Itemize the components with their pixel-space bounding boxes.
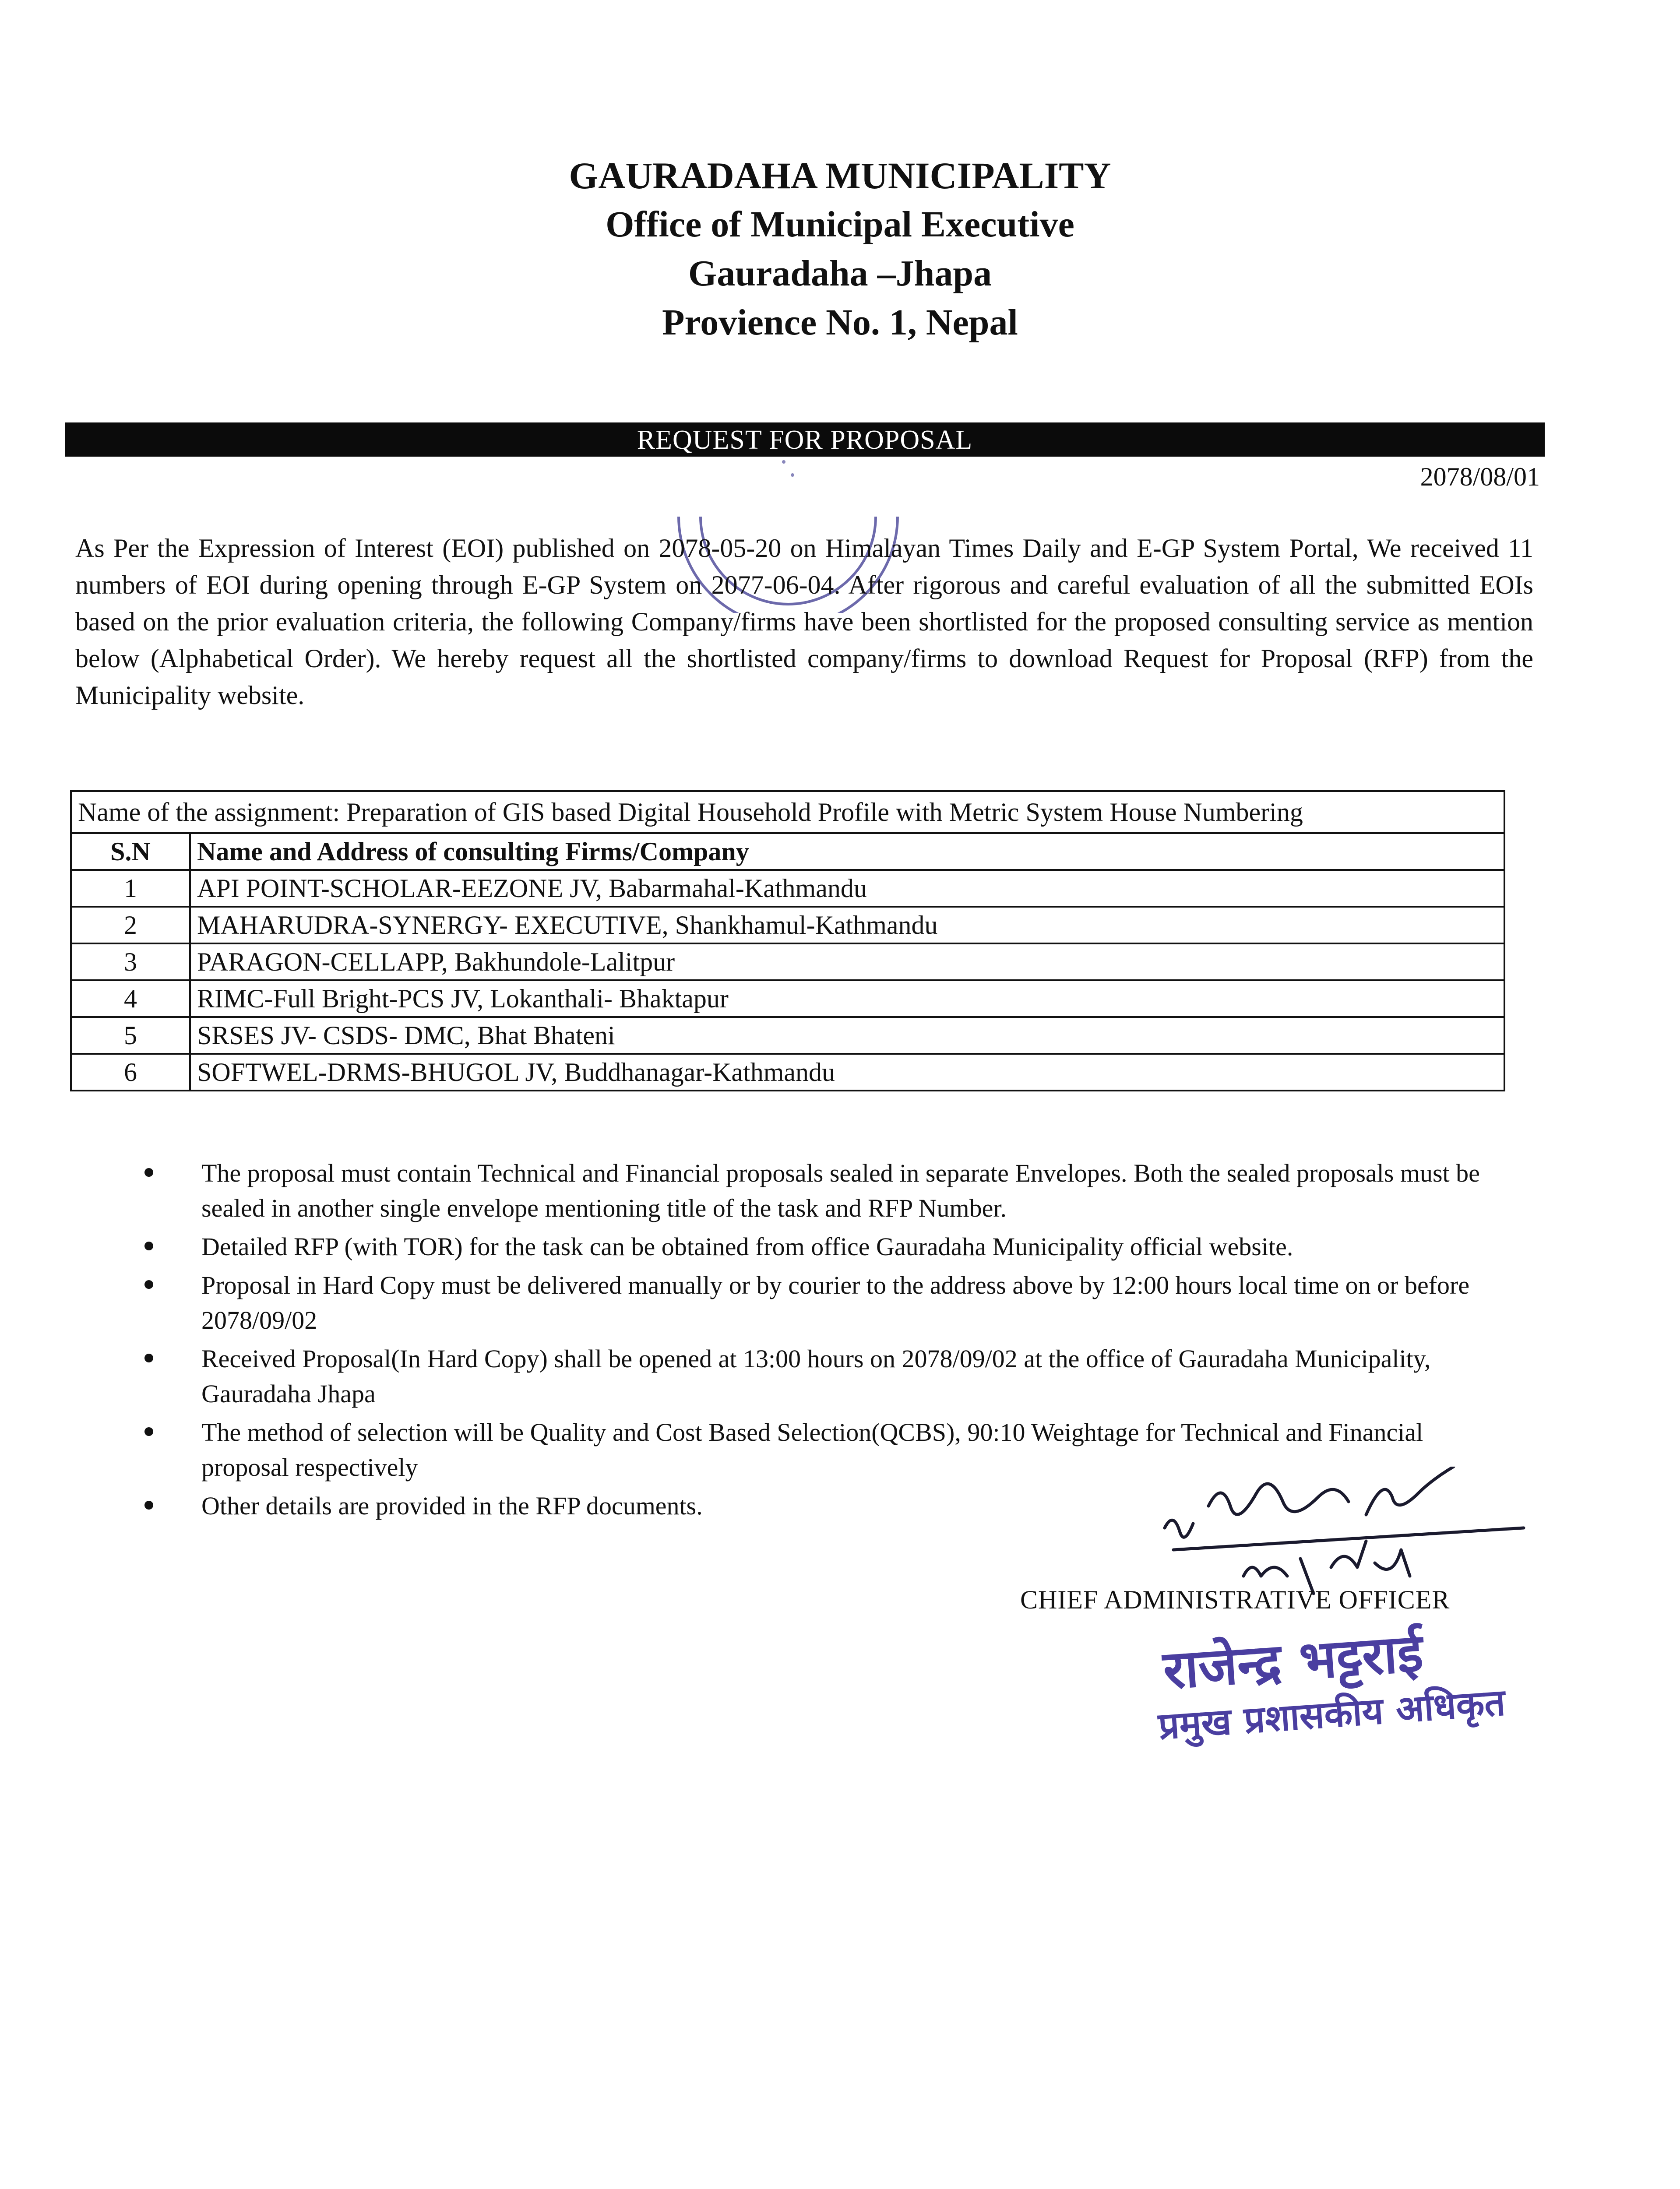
bullet-icon <box>144 1242 153 1250</box>
table-row <box>71 907 1504 943</box>
row-sn: 1 <box>71 870 190 907</box>
office-location: Gauradaha –Jhapa <box>688 253 992 294</box>
list-item <box>144 1341 1515 1411</box>
table-row <box>71 1017 1504 1054</box>
list-item <box>144 1229 1515 1264</box>
bullet-icon <box>144 1168 153 1177</box>
municipality-name: GAURADAHA MUNICIPALITY <box>569 155 1111 197</box>
bullet-icon <box>144 1280 153 1289</box>
row-firm: API POINT-SCHOLAR-EEZONE JV, Babarmahal-Kathmandu <box>190 870 1504 907</box>
row-firm: PARAGON-CELLAPP, Bakhundole-Lalitpur <box>190 943 1504 980</box>
row-sn: 6 <box>71 1054 190 1091</box>
assignment-row <box>71 791 1504 833</box>
bullet-icon <box>144 1501 153 1510</box>
list-item-text: The method of selection will be Quality and Cost Based Selection(QCBS), 90:10 Weightage for Technical and Financial proposal respectively <box>201 1418 1423 1482</box>
list-item <box>144 1156 1515 1226</box>
list-item-text: Other details are provided in the RFP documents. <box>201 1492 703 1520</box>
signatory-title: CHIEF ADMINISTRATIVE OFFICER <box>1020 1585 1450 1614</box>
province-name: Provience No. 1, Nepal <box>662 302 1018 343</box>
list-item-text: Proposal in Hard Copy must be delivered manually or by courier to the address above by 12:00 hours local time on or before 2078/09/02 <box>201 1271 1470 1334</box>
table-row <box>71 980 1504 1017</box>
row-sn: 2 <box>71 907 190 943</box>
notice-date: 2078/08/01 <box>1420 462 1540 491</box>
row-firm: MAHARUDRA-SYNERGY- EXECUTIVE, Shankhamul-Kathmandu <box>190 907 1504 943</box>
row-firm: SRSES JV- CSDS- DMC, Bhat Bhateni <box>190 1017 1504 1054</box>
rfp-banner: REQUEST FOR PROPOSAL <box>65 422 1545 457</box>
intro-paragraph: As Per the Expression of Interest (EOI) published on 2078-05-20 on Himalayan Times Daily and E-GP System Portal, We received 11 numbers of EOI during opening through E-GP System on 2077-06-04. After rigorous and careful evaluation of all the submitted EOIs based on the prior evaluation criteria, the following Company/firms have been shortlisted for the proposed consulting service as mention below (Alphabetical Order). We hereby request all the shortlisted company/firms to download Request for Proposal (RFP) from the Municipality website. <box>75 534 1533 710</box>
letterhead <box>0 151 1680 347</box>
row-sn: 5 <box>71 1017 190 1054</box>
official-stamp <box>1157 1617 1507 1749</box>
bullet-icon <box>144 1427 153 1436</box>
table-header-row <box>71 833 1504 870</box>
table-row <box>71 870 1504 907</box>
column-header-firm: Name and Address of consulting Firms/Company <box>190 833 1504 870</box>
row-firm: SOFTWEL-DRMS-BHUGOL JV, Buddhanagar-Kathmandu <box>190 1054 1504 1091</box>
shortlist-table <box>70 790 1505 1091</box>
row-sn: 3 <box>71 943 190 980</box>
column-header-sn: S.N <box>71 833 190 870</box>
list-item-text: Received Proposal(In Hard Copy) shall be opened at 13:00 hours on 2078/09/02 at the office of Gauradaha Municipality, Gauradaha Jhapa <box>201 1344 1431 1408</box>
assignment-title: Name of the assignment: Preparation of GIS based Digital Household Profile with Metric System House Numbering <box>71 791 1504 833</box>
list-item-text: Detailed RFP (with TOR) for the task can be obtained from office Gauradaha Municipality official website. <box>201 1232 1293 1261</box>
table-row <box>71 1054 1504 1091</box>
list-item <box>144 1268 1515 1338</box>
list-item-text: The proposal must contain Technical and Financial proposals sealed in separate Envelopes. Both the sealed proposals must be sealed in another single envelope mentioning title of the task and RFP Number. <box>201 1159 1480 1222</box>
table-row <box>71 943 1504 980</box>
office-name: Office of Municipal Executive <box>606 204 1074 245</box>
stamp-name: राजेन्द्र भट्टराई <box>1161 1622 1425 1701</box>
row-firm: RIMC-Full Bright-PCS JV, Lokanthali- Bhaktapur <box>190 980 1504 1017</box>
stamp-designation: प्रमुख प्रशासकीय अधिकृत <box>1157 1680 1507 1748</box>
row-sn: 4 <box>71 980 190 1017</box>
bullet-icon <box>144 1354 153 1362</box>
